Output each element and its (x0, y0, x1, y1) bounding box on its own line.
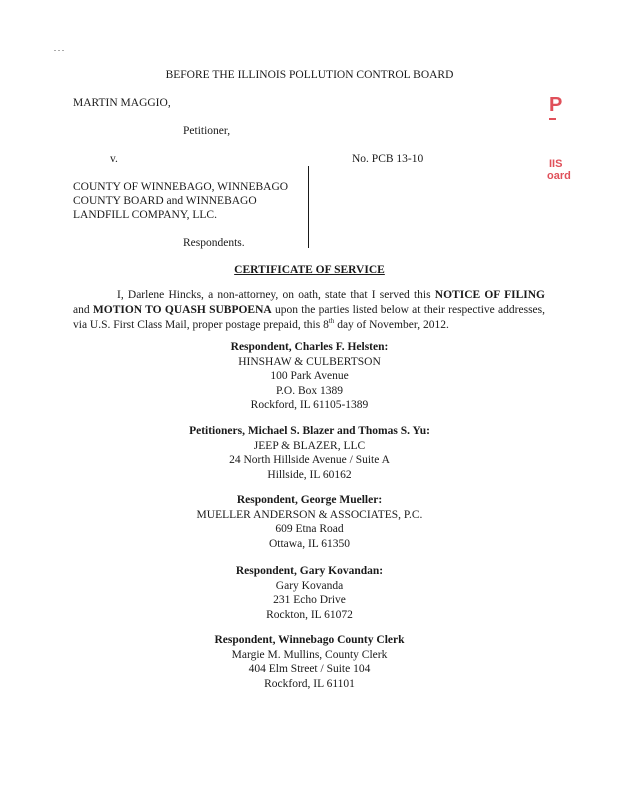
certificate-title: CERTIFICATE OF SERVICE (234, 264, 385, 276)
party-line: Gary Kovanda (275, 579, 344, 592)
party-line: 609 Etna Road (275, 523, 344, 535)
court-header: BEFORE THE ILLINOIS POLLUTION CONTROL BOARD (165, 69, 454, 81)
party-role: Petitioners, Michael S. Blazer and Thomas S. Yu: (189, 425, 430, 437)
party-block-helsten (0, 340, 619, 413)
party-line: Ottawa, IL 61350 (268, 537, 350, 550)
party-line: 231 Echo Drive (273, 594, 346, 606)
stamp-line2: oard (547, 170, 571, 182)
party-line: 404 Elm Street / Suite 104 (248, 663, 371, 675)
party-line: Rockton, IL 61072 (266, 608, 353, 621)
party-line: Hillside, IL 60162 (267, 468, 352, 481)
caption-divider (308, 166, 309, 248)
respondents-label: Respondents. (183, 237, 245, 249)
party-block-county-clerk (0, 633, 619, 691)
stamp-letter: P (549, 94, 563, 116)
party-role: Respondent, Gary Kovandan: (235, 565, 384, 577)
party-block-mueller (0, 493, 619, 551)
party-role: Respondent, Charles F. Helsten: (230, 341, 389, 353)
party-line: HINSHAW & CULBERTSON (238, 355, 381, 368)
party-block-kovanda (0, 564, 619, 622)
petitioner-label: Petitioner, (183, 125, 231, 137)
respondent-line-3: LANDFILL COMPANY, LLC. (73, 209, 217, 221)
case-number: No. PCB 13-10 (352, 153, 424, 165)
party-block-blazer-yu (0, 424, 619, 482)
stamp-dash (549, 118, 556, 120)
party-line: 24 North Hillside Avenue / Suite A (229, 454, 390, 466)
party-line: JEEP & BLAZER, LLC (253, 439, 366, 452)
party-line: 100 Park Avenue (270, 370, 349, 382)
stamp-line1: IIS (549, 158, 563, 170)
margin-mark: . . . (54, 44, 64, 53)
service-statement: I, Darlene Hincks, a non-attorney, on oath, state that I served this NOTICE OF FILING and MOTION TO QUASH SUBPOENA upon the parties listed below at their respective addresses, via U.S. First Class Mail, proper postage prepaid, this 8th day of November, 2012. (73, 289, 545, 331)
party-line: Rockford, IL 61101 (264, 677, 355, 690)
party-role: Respondent, George Mueller: (236, 494, 383, 506)
petitioner-name: MARTIN MAGGIO, (73, 97, 171, 109)
party-line: MUELLER ANDERSON & ASSOCIATES, P.C. (196, 508, 423, 521)
party-line: Margie M. Mullins, County Clerk (231, 648, 388, 661)
respondent-line-2: COUNTY BOARD and WINNEBAGO (73, 195, 257, 207)
respondent-line-1: COUNTY OF WINNEBAGO, WINNEBAGO (73, 181, 289, 193)
versus: v. (110, 153, 118, 165)
party-line: Rockford, IL 61105-1389 (250, 399, 369, 411)
party-role: Respondent, Winnebago County Clerk (214, 634, 405, 646)
party-line: P.O. Box 1389 (275, 384, 344, 397)
